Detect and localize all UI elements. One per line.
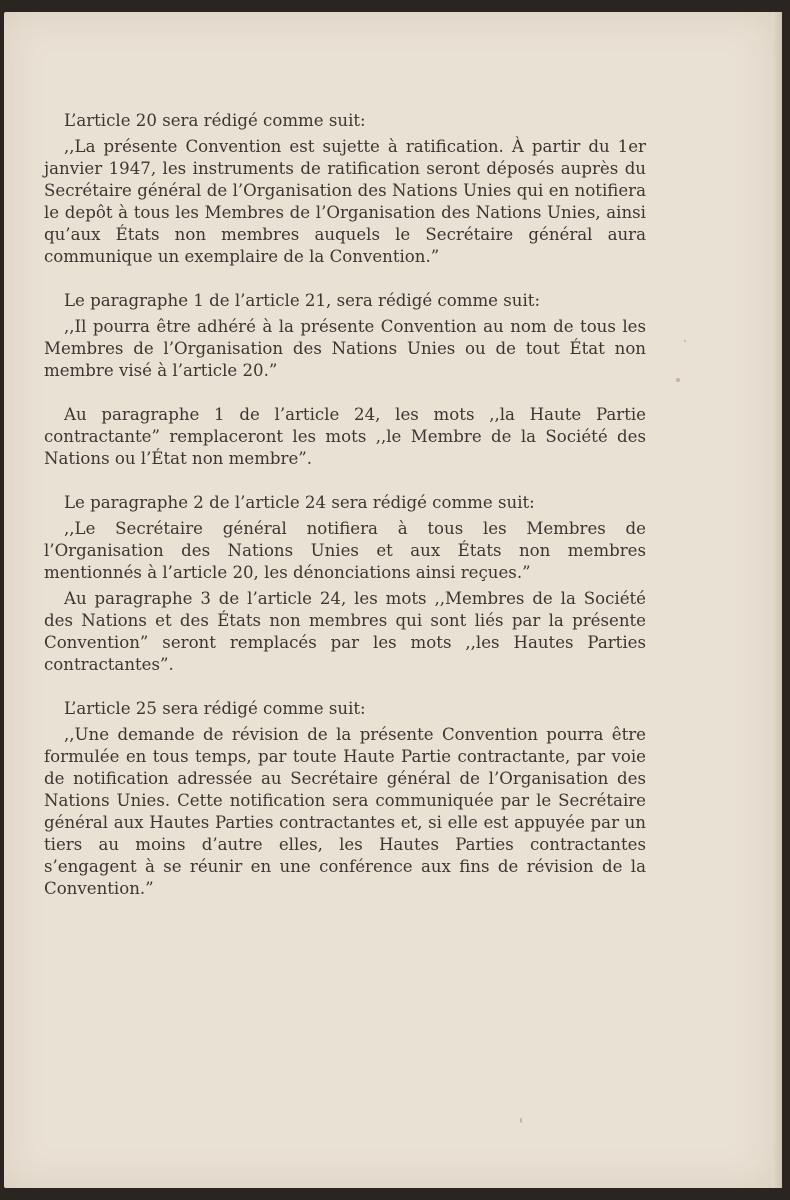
paper-speck	[520, 1118, 522, 1123]
paper-speck	[684, 340, 686, 342]
article-21-text: ,,Il pourra être adhéré à la présente Convention au nom de tous les Membres de l’Organisation des Nations Unies ou de tout État non membre visé à l’article 20.”	[44, 317, 646, 380]
article-21-intro: Le paragraphe 1 de l’article 21, sera rédigé comme suit:	[64, 291, 541, 310]
article-24-paragraph-3: Au paragraphe 3 de l’article 24, les mots ,,Membres de la Société des Nations et des États non membres qui sont liés par la présente Convention” seront remplacés par les mots ,,les Hautes Parties contractantes”.	[44, 589, 646, 674]
article-24-paragraph-1: Au paragraphe 1 de l’article 24, les mots ,,la Haute Partie contractante” remplaceront les mots ,,le Membre de la Société des Nations ou l’État non membre”.	[44, 405, 646, 468]
article-24-paragraph-2-text: ,,Le Secrétaire général notifiera à tous les Membres de l’Organisation des Nations Unies et aux États non membres mentionnés à l’article 20, les dénonciations ainsi reçues.”	[44, 519, 646, 582]
page-edge	[772, 12, 782, 1188]
article-25-text: ,,Une demande de révision de la présente Convention pourra être formulée en tous temps, par toute Haute Partie contractante, par voie de notification adressée au Secrétaire général de l’Organisation des Nations Unies. Cette notification sera communiquée par le Secrétaire général aux Hautes Parties contractantes et, si elle est appuyée par un tiers au moins d’autre elles, les Hautes Parties contractantes s’engagent à se réunir en une conférence aux fins de révision de la Convention.”	[44, 725, 646, 898]
article-24-paragraph-2-intro: Le paragraphe 2 de l’article 24 sera rédigé comme suit:	[64, 493, 535, 512]
article-20-text: ,,La présente Convention est sujette à ratification. À partir du 1er janvier 1947, les instruments de ratification seront déposés auprès du Secrétaire général de l’Organisation des Nations Unies qui en notifiera le depôt à tous les Membres de l’Organisation des Nations Unies, ainsi qu’aux États non membres auquels le Secrétaire général aura communique un exemplaire de la Convention.”	[44, 137, 646, 266]
article-20-intro: L’article 20 sera rédigé comme suit:	[64, 111, 366, 130]
document-body	[44, 110, 646, 900]
paper-speck	[676, 378, 680, 382]
article-25-intro: L’article 25 sera rédigé comme suit:	[64, 699, 366, 718]
